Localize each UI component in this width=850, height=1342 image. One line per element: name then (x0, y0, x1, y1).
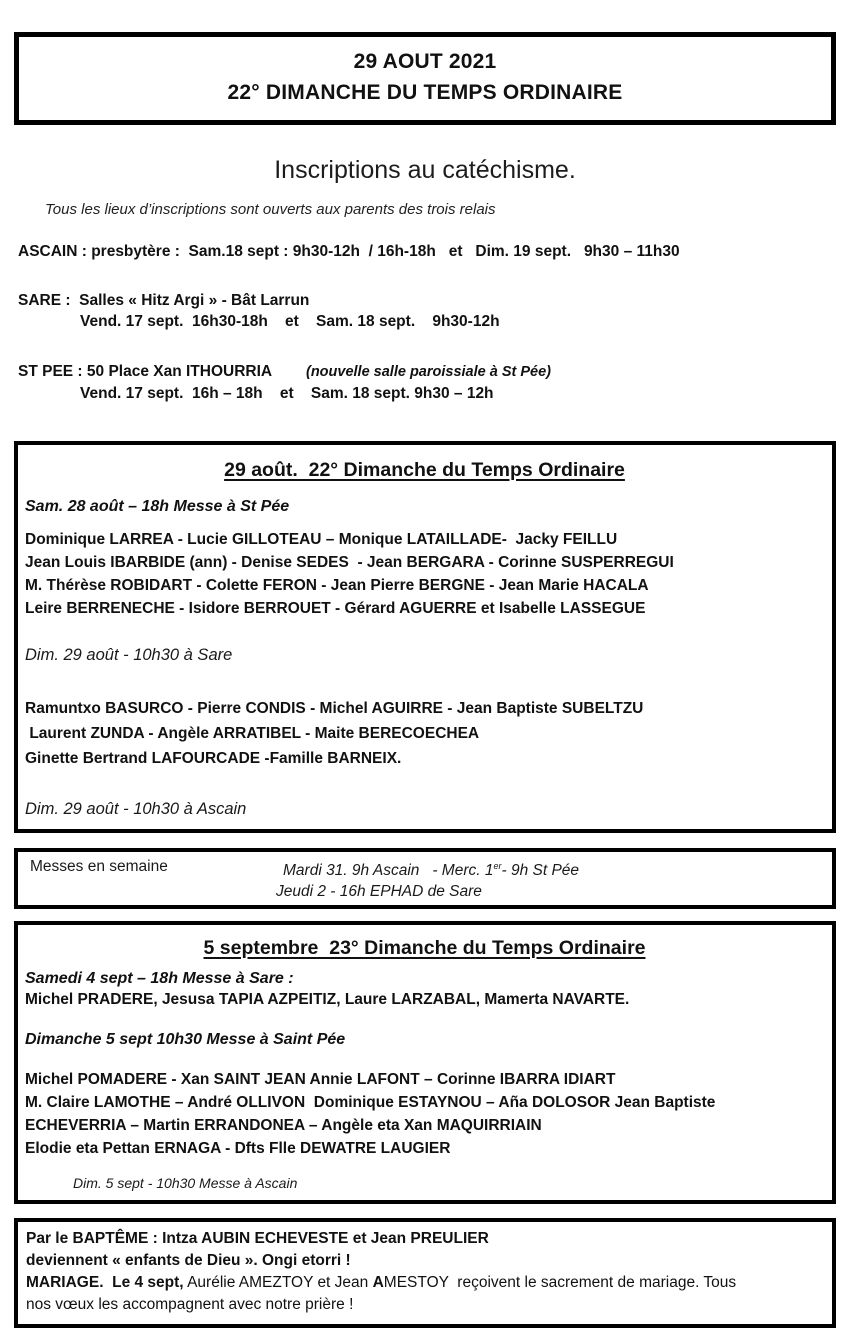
relay-ascain-line: ASCAIN : presbytère : Sam.18 sept : 9h30-12h / 16h-18h et Dim. 19 sept. 9h30 – 11h30 (18, 243, 680, 260)
names-line: M. Claire LAMOTHE – André OLLIVON Dominique ESTAYNOU – Aña DOLOSOR Jean Baptiste (25, 1094, 716, 1112)
bapteme-line2: deviennent « enfants de Dieu ». Ongi etorri ! (26, 1252, 351, 1270)
mariage-text-cont: MESTOY reçoivent le sacrement de mariage. Tous (383, 1274, 737, 1292)
names-line: ECHEVERRIA – Martin ERRANDONEA – Angèle eta Xan MAQUIRRIAIN (25, 1117, 542, 1135)
week23-saturday-names: Michel PRADERE, Jesusa TAPIA AZPEITIZ, Laure LARZABAL, Mamerta NAVARTE. (25, 991, 630, 1009)
mariage-heading: MARIAGE. Le 4 sept, (26, 1274, 184, 1292)
header-date: 29 AOUT 2021 (353, 50, 497, 73)
mariage-line1 (26, 1272, 820, 1294)
weekday-label: Messes en semaine (30, 858, 168, 875)
names-line: Ramuntxo BASURCO - Pierre CONDIS - Michel AGUIRRE - Jean Baptiste SUBELTZU (25, 700, 644, 717)
mariage-bold-letter: A (372, 1274, 384, 1292)
weekday-line1-text: Mardi 31. 9h Ascain - Merc. 1 (283, 862, 494, 880)
week23-box (14, 921, 836, 1204)
catechisme-subtitle: Tous les lieux d’inscriptions sont ouverts aux parents des trois relais (45, 201, 496, 218)
names-line: Dominique LARREA - Lucie GILLOTEAU – Monique LATAILLADE- Jacky FEILLU (25, 531, 618, 548)
relay-stpee-address: ST PEE : 50 Place Xan ITHOURRIA (18, 363, 306, 380)
week22-sunday-ascain-header: Dim. 29 août - 10h30 à Ascain (25, 800, 247, 818)
relay-stpee-line1 (18, 361, 850, 383)
names-line: Leire BERRENECHE - Isidore BERROUET - Gérard AGUERRE et Isabelle LASSEGUE (25, 600, 646, 617)
names-line: Laurent ZUNDA - Angèle ARRATIBEL - Maite BERECOECHEA (25, 725, 480, 742)
week23-sunday-stpee-header: Dimanche 5 sept 10h30 Messe à Saint Pée (25, 1031, 346, 1049)
header-sunday-title: 22° DIMANCHE DU TEMPS ORDINAIRE (227, 81, 623, 104)
relay-stpee (18, 361, 850, 404)
weekday-thursday: Jeudi 2 - 16h EPHAD de Sare (276, 883, 482, 901)
header-box (14, 32, 836, 125)
names-line: Jean Louis IBARBIDE (ann) - Denise SEDES - Jean BERGARA - Corinne SUSPERREGUI (25, 554, 674, 571)
names-line: Ginette Bertrand LAFOURCADE -Famille BARNEIX. (25, 750, 402, 767)
mariage-line2: nos vœux les accompagnent avec notre prière ! (26, 1296, 354, 1314)
weekday-masses-box (14, 848, 836, 909)
bapteme-line1: Par le BAPTÊME : Intza AUBIN ECHEVESTE et Jean PREULIER (26, 1230, 489, 1248)
weekday-line1 (30, 856, 832, 881)
week22-saturday-mass-header: Sam. 28 août – 18h Messe à St Pée (25, 498, 290, 515)
mariage-text: Aurélie AMEZTOY et Jean (183, 1274, 373, 1292)
relay-sare-line1: SARE : Salles « Hitz Argi » - Bât Larrun (18, 292, 310, 309)
weekday-line1-text2: - 9h St Pée (501, 862, 580, 880)
names-line: Michel POMADERE - Xan SAINT JEAN Annie LAFONT – Corinne IBARRA IDIART (25, 1071, 616, 1089)
week22-title: 29 août. 22° Dimanche du Temps Ordinaire (224, 459, 625, 481)
relay-stpee-line2: Vend. 17 sept. 16h – 18h et Sam. 18 sept. 9h30 – 12h (80, 385, 494, 402)
weekday-tuesday-wednesday (283, 862, 579, 879)
week22-box (14, 441, 836, 833)
week23-title: 5 septembre 23° Dimanche du Temps Ordinaire (203, 937, 646, 960)
week22-sunday-sare-names (25, 696, 824, 771)
week23-sunday-names (25, 1068, 824, 1160)
relay-sare (18, 290, 850, 332)
week22-saturday-names (25, 528, 824, 620)
names-line: Elodie eta Pettan ERNAGA - Dfts Flle DEWATRE LAUGIER (25, 1140, 451, 1158)
announcements-box (14, 1218, 836, 1328)
relay-stpee-note: (nouvelle salle paroissiale à St Pée) (305, 364, 551, 380)
catechisme-title: Inscriptions au catéchisme. (274, 156, 576, 184)
week23-sunday-ascain-header: Dim. 5 sept - 10h30 Messe à Ascain (73, 1175, 298, 1192)
week22-sunday-sare-header: Dim. 29 août - 10h30 à Sare (25, 646, 233, 664)
names-line: M. Thérèse ROBIDART - Colette FERON - Jean Pierre BERGNE - Jean Marie HACALA (25, 577, 649, 594)
weekday-superscript: er (493, 861, 502, 871)
week23-saturday-mass-header: Samedi 4 sept – 18h Messe à Sare : (25, 970, 294, 988)
relay-sare-line2: Vend. 17 sept. 16h30-18h et Sam. 18 sept. 9h30-12h (80, 313, 500, 330)
